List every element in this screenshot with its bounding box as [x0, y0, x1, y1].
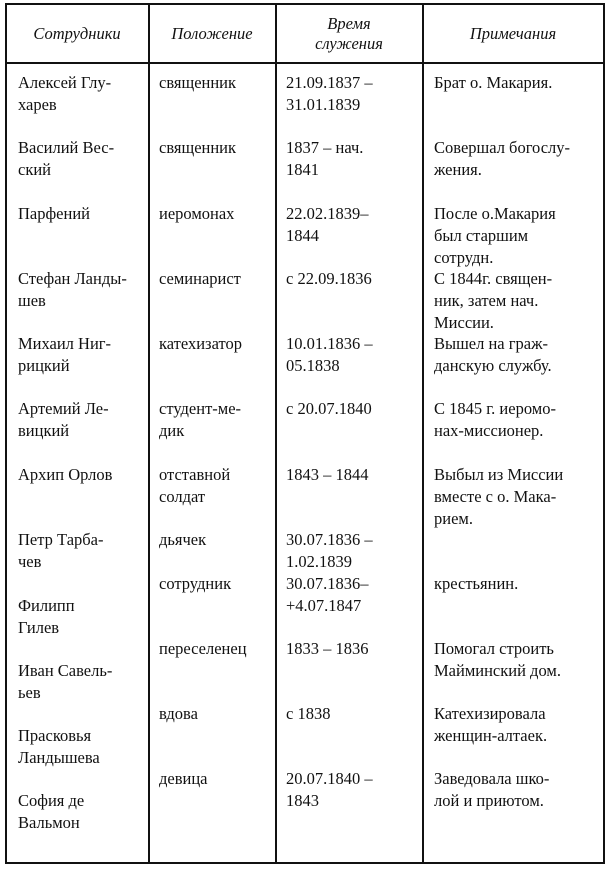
row-9-notes: крестьянин. — [434, 574, 519, 593]
row-5-notes: Вышел на граж- данскую службу. — [434, 334, 552, 375]
row-12-name: София де Вальмон — [18, 791, 85, 832]
row-1-time: 21.09.1837 – 31.01.1839 — [286, 73, 373, 114]
header-staff: Сотрудники — [33, 24, 121, 43]
table-border-bottom — [5, 862, 605, 864]
row-12-notes: Заведовала шко- лой и приютом. — [434, 769, 550, 810]
header-position: Положение — [171, 24, 253, 43]
row-7-position: отставной солдат — [159, 465, 231, 506]
row-8-time: 30.07.1836 – 1.02.1839 — [286, 530, 373, 571]
row-7-notes: Выбыл из Миссии вместе с о. Мака- рием. — [434, 465, 564, 528]
header-notes: Примечания — [469, 24, 557, 43]
row-6-name: Артемий Ле- вицкий — [18, 399, 109, 440]
row-1-name: Алексей Глу- харев — [18, 73, 112, 114]
row-4-time: с 22.09.1836 — [286, 269, 372, 288]
row-11-position: вдова — [159, 704, 198, 723]
row-4-position: семинарист — [159, 269, 241, 288]
row-10-position: переселенец — [159, 639, 247, 658]
column-divider-1 — [148, 3, 150, 863]
row-9-name: Филипп Гилев — [18, 596, 75, 637]
row-8-position: дьячек — [159, 530, 207, 549]
row-5-time: 10.01.1836 – 05.1838 — [286, 334, 373, 375]
row-5-position: катехизатор — [159, 334, 242, 353]
row-4-notes: С 1844г. священ- ник, затем нач. Миссии. — [434, 269, 553, 332]
row-9-time: 30.07.1836– +4.07.1847 — [286, 574, 369, 615]
row-10-name: Иван Савель- ьев — [18, 661, 113, 702]
row-11-notes: Катехизировала женщин-алтаек. — [434, 704, 548, 745]
row-12-position: девица — [159, 769, 208, 788]
column-divider-3 — [422, 3, 424, 863]
row-8-name: Петр Тарба- чев — [18, 530, 104, 571]
row-2-time: 1837 – нач. 1841 — [286, 138, 364, 179]
table-border-left — [5, 3, 7, 863]
row-6-notes: С 1845 г. иеромо- нах-миссионер. — [434, 399, 556, 440]
row-1-position: священник — [159, 73, 237, 92]
row-5-name: Михаил Ниг- рицкий — [18, 334, 112, 375]
row-2-notes: Совершал богослу- жения. — [434, 138, 571, 179]
row-2-name: Василий Вес- ский — [18, 138, 115, 179]
row-3-name: Парфений — [18, 204, 90, 223]
row-6-position: студент-ме- дик — [159, 399, 242, 440]
row-7-time: 1843 – 1844 — [286, 465, 369, 484]
row-11-time: с 1838 — [286, 704, 331, 723]
row-3-time: 22.02.1839– 1844 — [286, 204, 369, 245]
row-10-notes: Помогал строить Майминский дом. — [434, 639, 561, 680]
row-6-time: с 20.07.1840 — [286, 399, 372, 418]
row-9-position: сотрудник — [159, 574, 232, 593]
row-12-time: 20.07.1840 – 1843 — [286, 769, 373, 810]
header-service-time: Время служения — [315, 14, 383, 53]
row-10-time: 1833 – 1836 — [286, 639, 369, 658]
row-3-notes: После о.Макария был старшим сотрудн. — [434, 204, 556, 267]
row-2-position: священник — [159, 138, 237, 157]
row-3-position: иеромонах — [159, 204, 235, 223]
column-divider-2 — [275, 3, 277, 863]
row-7-name: Архип Орлов — [18, 465, 113, 484]
row-4-name: Стефан Ланды- шев — [18, 269, 127, 310]
row-1-notes: Брат о. Макария. — [434, 73, 553, 92]
table-border-top — [5, 3, 605, 5]
table-border-right — [603, 3, 605, 863]
row-11-name: Прасковья Ландышева — [18, 726, 100, 767]
header-separator — [5, 62, 605, 64]
